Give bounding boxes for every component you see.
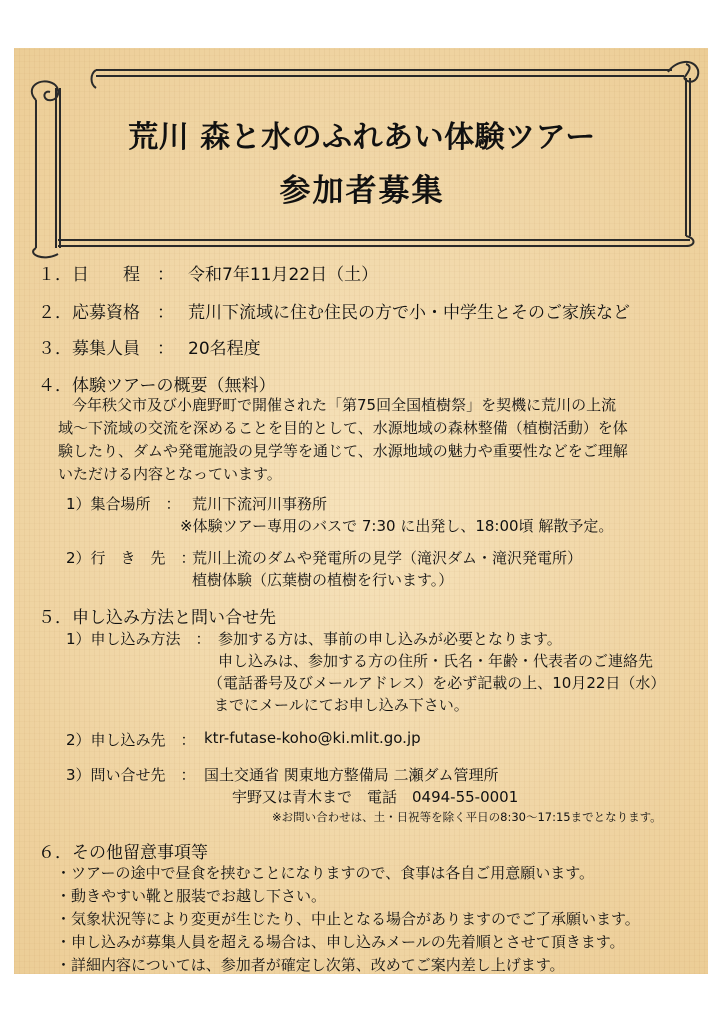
apply-method-label: 1）申し込み方法 ：	[66, 630, 211, 648]
destination-label: 2）行 き 先 ：	[66, 549, 196, 567]
contact-person-phone: 宇野又は青木まで 電話 0494-55-0001	[232, 788, 519, 806]
contact-label: 3）問い合せ先 ：	[66, 766, 196, 784]
overview-heading: ４．体験ツアーの概要（無料）	[38, 376, 276, 396]
overview-paragraph-line: いただける内容となっています。	[58, 465, 282, 483]
notes-list-item: ・動きやすい靴と服装でお越し下さい。	[56, 887, 327, 905]
destination-value: 荒川上流のダムや発電所の見学（滝沢ダム・滝沢発電所）	[192, 549, 583, 567]
notes-list-item: ・詳細内容については、参加者が確定し次第、改めてご案内差し上げます。	[56, 956, 565, 974]
date-label: １．日 程 ：	[38, 265, 174, 285]
page-title: 荒川 森と水のふれあい体験ツアー	[128, 120, 596, 155]
overview-paragraph-line: 域～下流域の交流を深めることを目的として、水源地域の森林整備（植樹活動）を体	[58, 419, 628, 437]
apply-heading: ５．申し込み方法と問い合せ先	[38, 608, 276, 628]
contact-organization: 国土交通省 関東地方整備局 二瀬ダム管理所	[204, 766, 499, 784]
apply-method-line: 申し込みは、参加する方の住所・氏名・年齢・代表者のご連絡先	[218, 652, 654, 670]
meeting-value: 荒川下流河川事務所	[192, 495, 328, 513]
overview-paragraph-line: 験したり、ダムや発電施設の見学等を通じて、水源地域の魅力や重要性などをご理解	[58, 442, 628, 460]
apply-email-link[interactable]: ktr-futase-koho@ki.mlit.go.jp	[204, 729, 421, 747]
notes-list-item: ・申し込みが募集人員を超える場合は、申し込みメールの先着順とさせて頂きます。	[56, 933, 625, 951]
notes-list-item: ・気象状況等により変更が生じたり、中止となる場合がありますのでご了承願います。	[56, 910, 640, 928]
apply-destination-label: 2）申し込み先 ：	[66, 731, 196, 749]
apply-method-line: 参加する方は、事前の申し込みが必要となります。	[218, 630, 562, 648]
apply-method-line: （電話番号及びメールアドレス）を必ず記載の上、10月22日（水）	[208, 674, 666, 692]
page-subtitle: 参加者募集	[279, 173, 445, 209]
eligibility-value: 荒川下流域に住む住民の方で小・中学生とそのご家族など	[188, 303, 630, 323]
eligibility-label: ２．応募資格 ：	[38, 303, 174, 323]
contact-note: ※お問い合わせは、土・日祝等を除く平日の8:30～17:15までとなります。	[272, 810, 662, 824]
overview-paragraph-line: 今年秩父市及び小鹿野町で開催された「第75回全国植樹祭」を契機に荒川の上流	[72, 396, 617, 414]
notes-heading: ６．その他留意事項等	[38, 843, 208, 863]
meeting-label: 1）集合場所 ：	[66, 495, 181, 513]
apply-method-line: までにメールにてお申し込み下さい。	[214, 696, 469, 714]
meeting-note: ※体験ツアー専用のバスで 7:30 に出発し、18:00頃 解散予定。	[180, 517, 614, 535]
capacity-value: 20名程度	[188, 339, 261, 359]
destination-value-2: 植樹体験（広葉樹の植樹を行います。）	[192, 571, 454, 589]
notes-list-item: ・ツアーの途中で昼食を挟むことになりますので、食事は各自ご用意願います。	[56, 864, 595, 882]
capacity-label: ３．募集人員 ：	[38, 339, 174, 359]
date-value: 令和7年11月22日（土）	[188, 265, 379, 285]
